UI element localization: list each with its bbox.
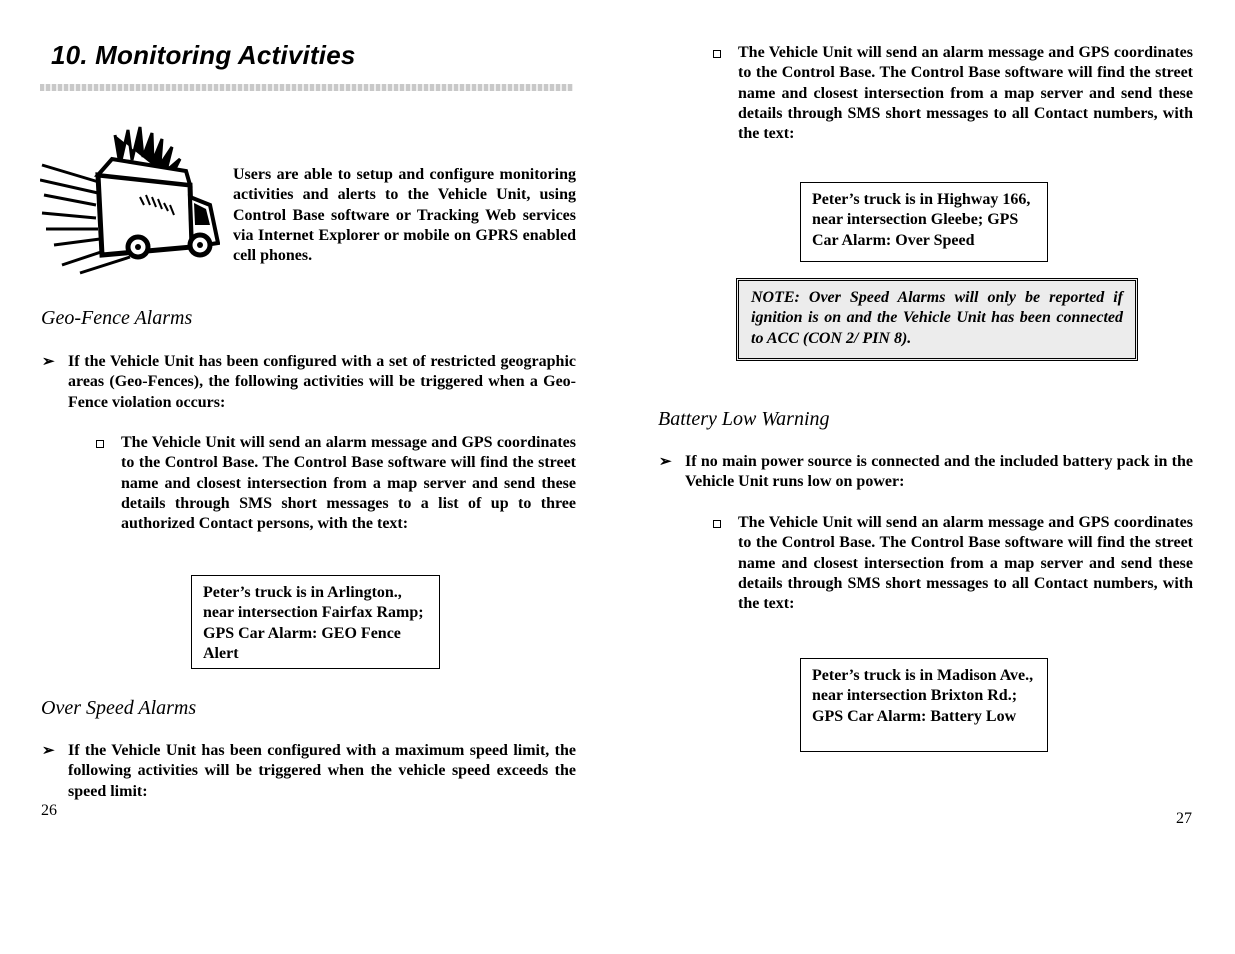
arrow-bullet-icon: ➢ [42, 354, 55, 370]
over-speed-note: NOTE: Over Speed Alarms will only be reported if ignition is on and the Vehicle Unit has been connected to ACC (CON 2/ PIN 8). [736, 278, 1138, 361]
page-number-left: 26 [41, 802, 57, 819]
square-bullet-icon [713, 520, 721, 528]
square-bullet-icon [96, 440, 104, 448]
chapter-title: 10. Monitoring Activities [51, 40, 356, 70]
title-divider [40, 84, 573, 91]
arrow-bullet-icon: ➢ [42, 743, 55, 759]
geo-fence-heading: Geo-Fence Alarms [41, 307, 193, 329]
arrow-bullet-icon: ➢ [659, 454, 672, 470]
battery-sms-message: Peter’s truck is in Madison Ave., near intersection Brixton Rd.; GPS Car Alarm: Battery Low [800, 658, 1048, 752]
over-speed-heading: Over Speed Alarms [41, 697, 197, 719]
geo-fence-action: The Vehicle Unit will send an alarm message and GPS coordinates to the Control Base. The Control Base software will find the street name and closest intersection from a map server and send these details through SMS short messages to a list of up to three authorized Contact persons, with the text: [121, 434, 576, 533]
geo-fence-condition: If the Vehicle Unit has been configured with a set of restricted geographic areas (Geo-Fences), the following activities will be triggered when a Geo-Fence violation occurs: [68, 353, 576, 411]
speeding-truck-icon [40, 125, 220, 275]
battery-condition: If no main power source is connected and the included battery pack in the Vehicle Unit runs low on power: [685, 453, 1193, 491]
page-number-right: 27 [1176, 810, 1192, 827]
over-speed-action: The Vehicle Unit will send an alarm message and GPS coordinates to the Control Base. The Control Base software will find the street name and closest intersection from a map server and send these details through SMS short messages to all Contact numbers, with the text: [738, 44, 1193, 143]
battery-action: The Vehicle Unit will send an alarm message and GPS coordinates to the Control Base. The Control Base software will find the street name and closest intersection from a map server and send these details through SMS short messages to all Contact numbers, with the text: [738, 514, 1193, 613]
over-speed-sms-message: Peter’s truck is in Highway 166, near intersection Gleebe; GPS Car Alarm: Over Speed [800, 182, 1048, 262]
over-speed-condition: If the Vehicle Unit has been configured with a maximum speed limit, the following activities will be triggered when the vehicle speed exceeds the speed limit: [68, 742, 576, 800]
geo-fence-sms-message: Peter’s truck is in Arlington., near intersection Fairfax Ramp; GPS Car Alarm: GEO Fence Alert [191, 575, 440, 669]
square-bullet-icon [713, 50, 721, 58]
battery-heading: Battery Low Warning [658, 408, 830, 430]
intro-paragraph: Users are able to setup and configure monitoring activities and alerts to the Vehicle Unit, using Control Base software or Tracking Web services via Internet Explorer or mobile on GPRS enabled cell phones. [233, 166, 576, 265]
